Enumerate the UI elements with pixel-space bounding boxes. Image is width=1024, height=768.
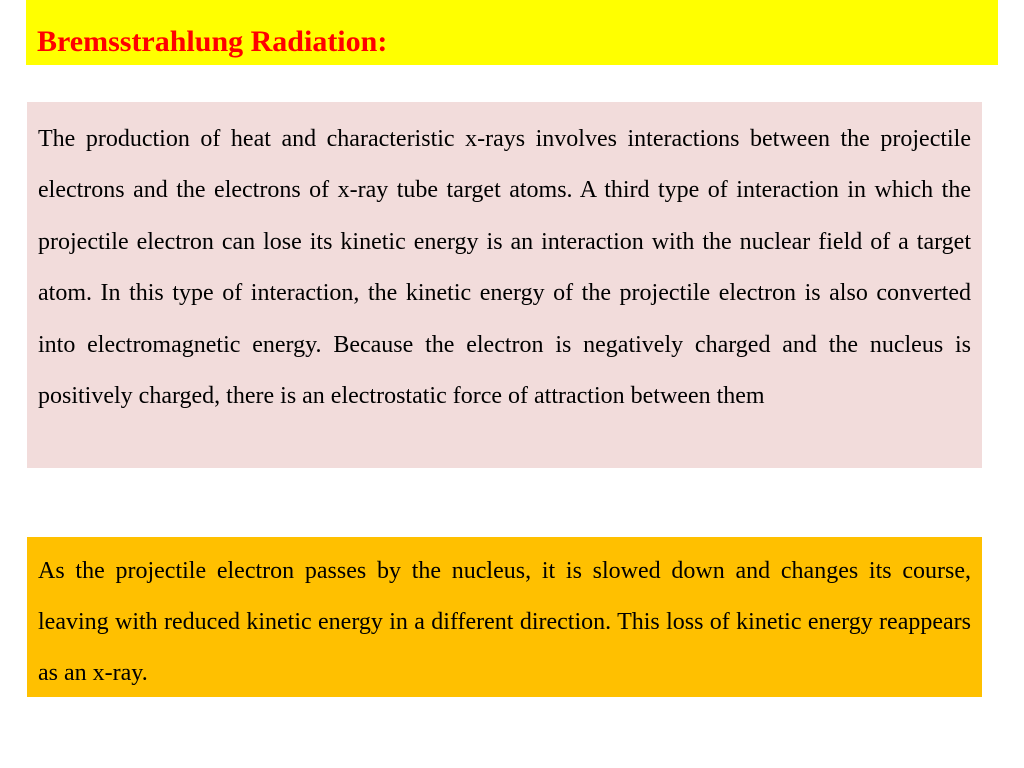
interaction-description-text: The production of heat and characteristic x-rays involves interactions between the projectile electrons and the electrons of x-ray tube target atoms. A third type of interaction in which the projectile electron can lose its kinetic energy is an interaction with the nuclear field of a target atom. In this type of interaction, the kinetic energy of the projectile electron is also converted into electromagnetic energy. Because the electron is negatively charged and the nucleus is positively charged, there is an electrostatic force of attraction between them [38,126,971,410]
xray-emission-panel [27,537,982,697]
slide-title: Bremsstrahlung Radiation: [37,24,388,58]
xray-emission-text: As the projectile electron passes by the nucleus, it is slowed down and changes its course, leaving with reduced kinetic energy in a different direction. This loss of kinetic energy reappears as an x-ray. [38,558,971,686]
title-banner [26,0,998,65]
interaction-description-panel [27,102,982,468]
